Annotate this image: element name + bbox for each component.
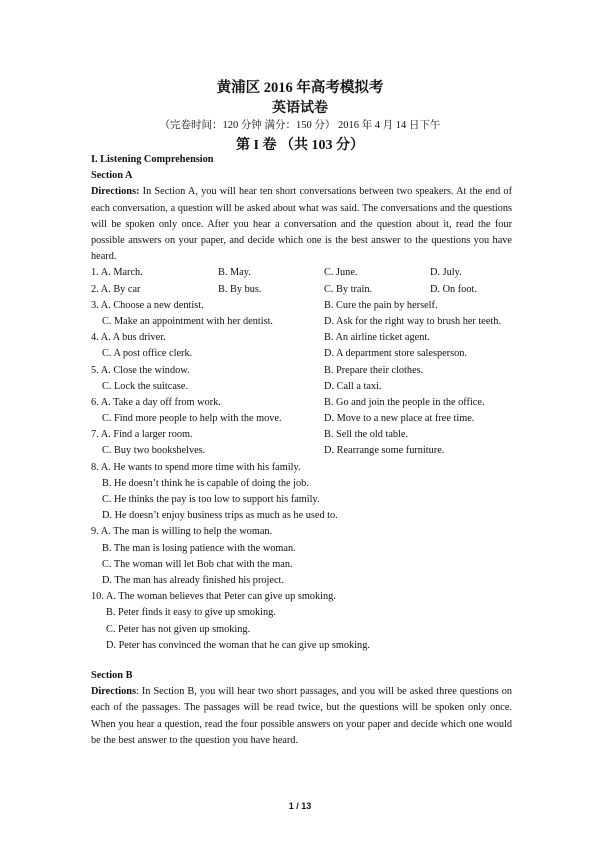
option: B. May. [218,267,251,279]
question-6 [91,395,512,411]
option: D. Rearrange some furniture. [324,445,445,457]
option: C. Make an appointment with her dentist. [102,315,274,327]
listening-section [91,152,512,654]
option: C. By train. [324,283,373,295]
question-6-cont [91,411,512,427]
question-1 [91,265,512,281]
section-a-directions [91,184,512,265]
option: D. He doesn’t enjoy business trips as much as he used to. [102,510,338,522]
option: C. Peter has not given up smoking. [106,623,251,635]
question-2 [91,282,512,298]
question-8-b [91,476,512,492]
question-9 [91,524,512,540]
option: C. He thinks the pay is too low to support his family. [102,494,320,506]
question-10-b [91,605,512,621]
question-8-d [91,508,512,524]
option: D. Call a taxi. [324,380,382,392]
section-b-directions [91,684,512,749]
question-9-c [91,557,512,573]
directions-text: : In Section B, you will hear two short passages, and you will be asked three questions on each of the passages. The passages will be read twice, but the questions will be spoken only once. When you hear a question, read the four possible answers on your paper and decide which one would be the best answer to the question you have heard. [91,686,512,746]
option: C. A post office clerk. [102,348,193,360]
option: D. The man has already finished his project. [102,574,284,586]
directions-label: Directions: [91,186,140,198]
option: D. On foot. [430,283,477,295]
option: C. June. [324,267,358,279]
directions-label: Directions [91,686,136,698]
option: 10. A. The woman believes that Peter can give up smoking. [91,591,336,603]
option: B. Peter finds it easy to give up smoking. [106,607,276,619]
option: B. By bus. [218,283,262,295]
option: 8. A. He wants to spend more time with his family. [91,461,301,473]
question-10 [91,589,512,605]
option: C. The woman will let Bob chat with the man. [102,558,293,570]
question-7-cont [91,443,512,459]
question-5-cont [91,379,512,395]
question-10-d [91,638,512,654]
option: 6. A. Take a day off from work. [91,396,221,408]
question-8-c [91,492,512,508]
question-3-cont [91,314,512,330]
page-number: 1 / 13 [288,801,312,811]
question-4 [91,330,512,346]
section-b-heading: Section B [91,670,133,681]
question-4-cont [91,346,512,362]
section-a-heading: Section A [91,170,133,182]
section-heading: I. Listening Comprehension [91,154,214,165]
option: B. An airline ticket agent. [324,332,430,344]
option: 1. A. March. [91,267,143,279]
part-heading: 第 I 卷 （共 103 分） [236,138,364,153]
option: 7. A. Find a larger room. [91,429,193,441]
section-b [91,668,512,749]
option: B. Prepare their clothes. [324,364,424,376]
option: C. Buy two bookshelves. [102,445,206,457]
option: 4. A. A bus driver. [91,332,166,344]
option: 5. A. Close the window. [91,364,190,376]
option: B. Sell the old table. [324,429,409,441]
question-8 [91,460,512,476]
option: B. Go and join the people in the office. [324,396,485,408]
option: 3. A. Choose a new dentist. [91,299,204,311]
option: C. Lock the suitcase. [102,380,189,392]
question-5 [91,363,512,379]
option: B. He doesn’t think he is capable of doing the job. [102,477,309,489]
option: B. Cure the pain by herself. [324,299,438,311]
option: B. The man is losing patience with the woman. [102,542,296,554]
option: 2. A. By car [91,283,141,295]
question-9-d [91,573,512,589]
question-7 [91,427,512,443]
option: D. July. [430,267,462,279]
exam-title: 黄浦区 2016 年高考模拟考 [216,80,384,96]
question-3 [91,298,512,314]
directions-text: In Section A, you will hear ten short conversations between two speakers. At the end of each conversation, a question will be asked about what was said. The conversations and the questions will be spoken only once. After you hear a conversation and the question about it, read the four possible answers on your paper, and decide which one is the best answer to the questions you have heard. [91,186,512,263]
question-9-b [91,541,512,557]
exam-meta: （完卷时间：120 分钟 满分：150 分） 2016 年 4 月 14 日下午 [159,120,441,131]
option: C. Find more people to help with the move. [102,413,282,425]
option: D. Peter has convinced the woman that he can give up smoking. [106,639,370,651]
option: D. A department store salesperson. [324,348,467,360]
option: 9. A. The man is willing to help the woman. [91,526,273,538]
question-10-c [91,622,512,638]
option: D. Ask for the right way to brush her teeth. [324,315,502,327]
option: D. Move to a new place at free time. [324,413,475,425]
exam-subject: 英语试卷 [272,101,328,116]
